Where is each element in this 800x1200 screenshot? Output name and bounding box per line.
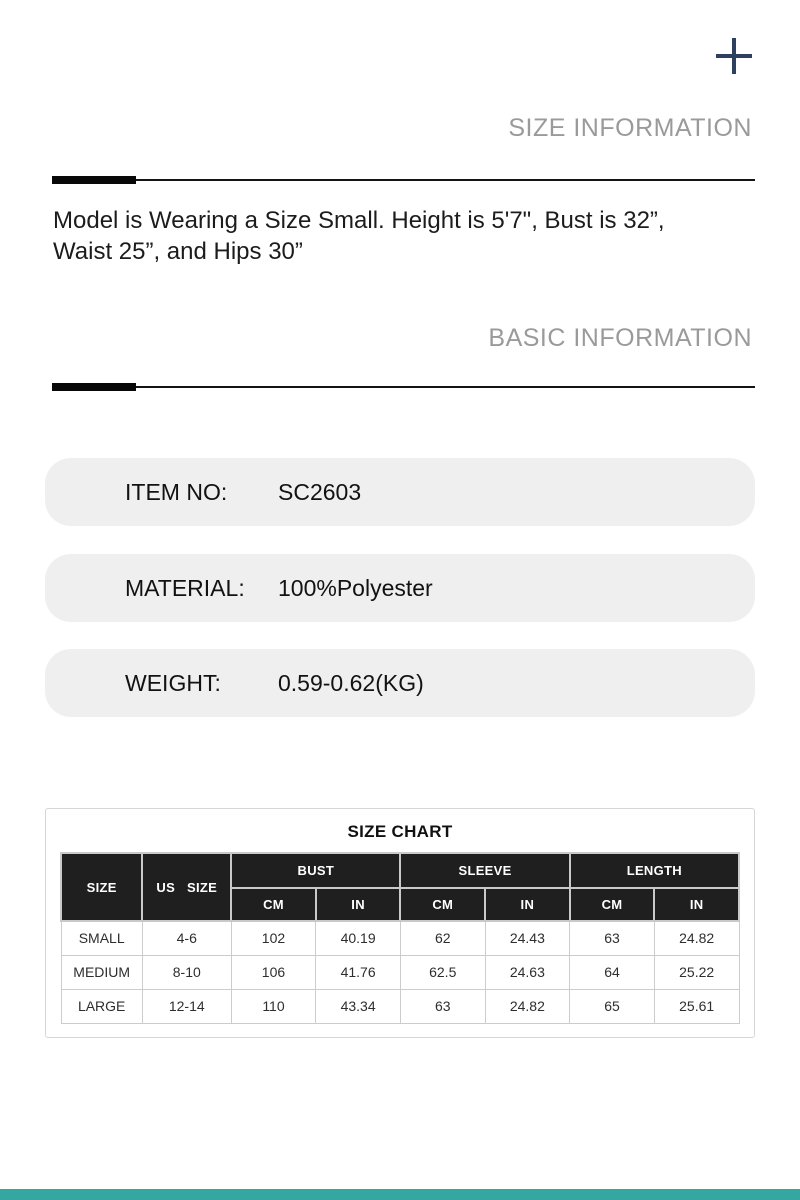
table-row-large — [61, 989, 739, 1023]
cell-bust-in: 41.76 — [316, 955, 401, 989]
cell-length-in: 24.82 — [654, 921, 739, 955]
col-header-sleeve: SLEEVE — [400, 853, 569, 888]
cell-length-cm: 64 — [570, 955, 655, 989]
size-chart-panel — [45, 808, 755, 1038]
table-row-small — [61, 921, 739, 955]
section-divider — [52, 383, 755, 391]
cell-size: LARGE — [61, 989, 142, 1023]
plus-vertical-bar — [732, 38, 736, 74]
cell-length-cm: 65 — [570, 989, 655, 1023]
cell-bust-in: 43.34 — [316, 989, 401, 1023]
cell-us-size: 12-14 — [142, 989, 231, 1023]
bottom-accent-bar — [0, 1189, 800, 1200]
cell-sleeve-cm: 62.5 — [400, 955, 485, 989]
cell-sleeve-in: 24.63 — [485, 955, 570, 989]
item-no-row — [45, 458, 755, 526]
cell-bust-cm: 110 — [231, 989, 316, 1023]
size-chart-table — [60, 852, 740, 1024]
table-header-group-row — [61, 853, 739, 888]
col-header-sleeve-in: IN — [485, 888, 570, 921]
weight-label: WEIGHT: — [125, 669, 221, 696]
divider-thick-segment — [52, 383, 136, 391]
cell-sleeve-cm: 62 — [400, 921, 485, 955]
cell-sleeve-in: 24.43 — [485, 921, 570, 955]
cell-bust-cm: 106 — [231, 955, 316, 989]
cell-us-size: 8-10 — [142, 955, 231, 989]
size-information-heading: SIZE INFORMATION — [508, 114, 752, 142]
divider-thick-segment — [52, 176, 136, 184]
col-header-bust-cm: CM — [231, 888, 316, 921]
col-header-bust: BUST — [231, 853, 400, 888]
col-header-bust-in: IN — [316, 888, 401, 921]
expand-plus-icon[interactable] — [716, 38, 752, 74]
table-row-medium — [61, 955, 739, 989]
basic-information-heading: BASIC INFORMATION — [488, 324, 752, 352]
col-header-sleeve-cm: CM — [400, 888, 485, 921]
col-header-length-in: IN — [654, 888, 739, 921]
cell-length-cm: 63 — [570, 921, 655, 955]
item-no-label: ITEM NO: — [125, 478, 228, 505]
section-divider — [52, 176, 755, 184]
weight-row — [45, 649, 755, 717]
col-header-size: SIZE — [61, 853, 142, 921]
col-header-length: LENGTH — [570, 853, 739, 888]
model-measurements-text: Model is Wearing a Size Small. Height is 5'7", Bust is 32”, Waist 25”, and Hips 30” — [53, 207, 665, 265]
cell-sleeve-in: 24.82 — [485, 989, 570, 1023]
cell-length-in: 25.61 — [654, 989, 739, 1023]
item-no-value: SC2603 — [278, 478, 362, 505]
col-header-length-cm: CM — [570, 888, 655, 921]
divider-thin-line — [52, 386, 755, 388]
size-chart-title: SIZE CHART — [347, 822, 453, 841]
divider-thin-line — [52, 179, 755, 181]
cell-length-in: 25.22 — [654, 955, 739, 989]
material-value: 100%Polyester — [278, 574, 433, 601]
cell-bust-in: 40.19 — [316, 921, 401, 955]
material-label: MATERIAL: — [125, 574, 245, 601]
cell-size: SMALL — [61, 921, 142, 955]
cell-size: MEDIUM — [61, 955, 142, 989]
cell-bust-cm: 102 — [231, 921, 316, 955]
cell-sleeve-cm: 63 — [400, 989, 485, 1023]
weight-value: 0.59-0.62(KG) — [278, 669, 424, 696]
cell-us-size: 4-6 — [142, 921, 231, 955]
material-row — [45, 554, 755, 622]
col-header-us-size: US SIZE — [142, 853, 231, 921]
